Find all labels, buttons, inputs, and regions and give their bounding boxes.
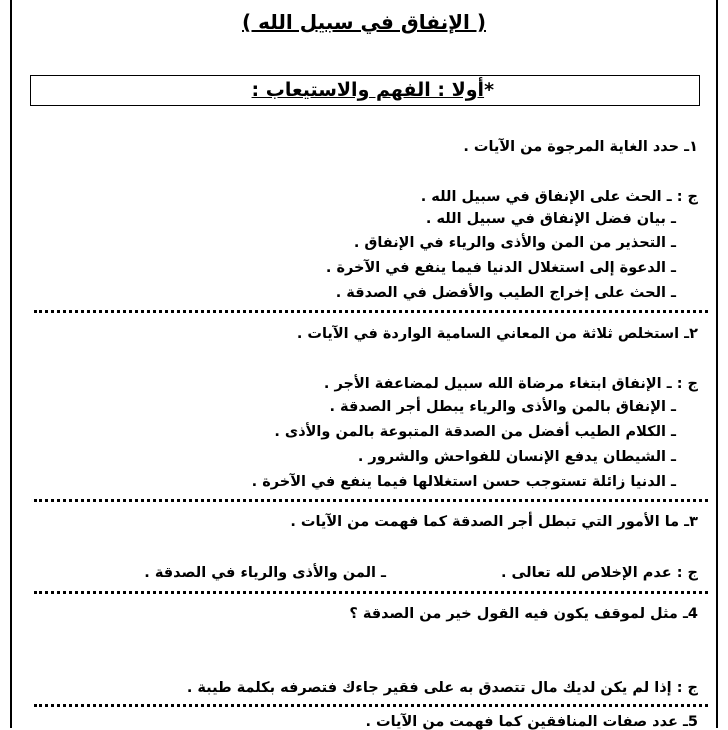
answer-1-line: ج : ـ الحث على الإنفاق في سبيل الله . [420,189,698,205]
answer-2-line: ـ الكلام الطيب أفضل من الصدقة المتبوعة بالمن والأذى . [274,424,676,440]
section-heading-box [30,75,700,106]
question-1: ١ـ حدد الغاية المرجوة من الآيات . [463,139,698,155]
answer-2-line: ـ الشيطان يدفع الإنسان للفواحش والشرور . [357,449,676,465]
question-2: ٢ـ استخلص ثلاثة من المعاني السامية الواردة في الآيات . [296,326,698,342]
answer-2-line: ج : ـ الإنفاق ابتغاء مرضاة الله سبيل لمضاعفة الأجر . [323,376,698,392]
worksheet-page [12,0,716,728]
answer-1-line: ـ التحذير من المن والأذى والرياء في الإنفاق . [353,235,676,251]
separator [34,591,708,594]
separator [34,310,708,313]
answer-2-line: ـ الإنفاق بالمن والأذى والرياء يبطل أجر الصدقة . [329,399,676,415]
answer-3-part1: ج : عدم الإخلاص لله تعالى . [500,565,698,581]
separator [34,499,708,502]
section-heading: أولا : الفهم والاستيعاب : [251,79,485,101]
page-title: ( الإنفاق في سبيل الله ) [242,10,486,34]
separator [34,704,708,707]
section-heading-star: * [484,79,494,101]
answer-4: ج : إذا لم يكن لديك مال تتصدق به على فقير جاءك فتصرفه بكلمة طيبة . [186,680,698,696]
answer-1-line: ـ بيان فضل الإنفاق في سبيل الله . [425,211,676,227]
answer-1-line: ـ الحث على إخراج الطيب والأفضل في الصدقة . [335,285,676,301]
answer-3-part2: ـ المن والأذى والرياء في الصدقة . [144,565,386,581]
answer-2-line: ـ الدنيا زائلة تستوجب حسن استغلالها فيما ينفع في الآخرة . [251,474,676,490]
question-4: 4ـ مثل لموقف يكون فيه القول خير من الصدقة ؟ [349,606,698,622]
page-border-right [716,0,718,728]
question-5: 5ـ عدد صفات المنافقين كما فهمت من الآيات . [365,714,698,730]
question-3: ٣ـ ما الأمور التي تبطل أجر الصدقة كما فهمت من الآيات . [290,514,698,530]
answer-1-line: ـ الدعوة إلى استغلال الدنيا فيما ينفع في الآخرة . [325,260,676,276]
